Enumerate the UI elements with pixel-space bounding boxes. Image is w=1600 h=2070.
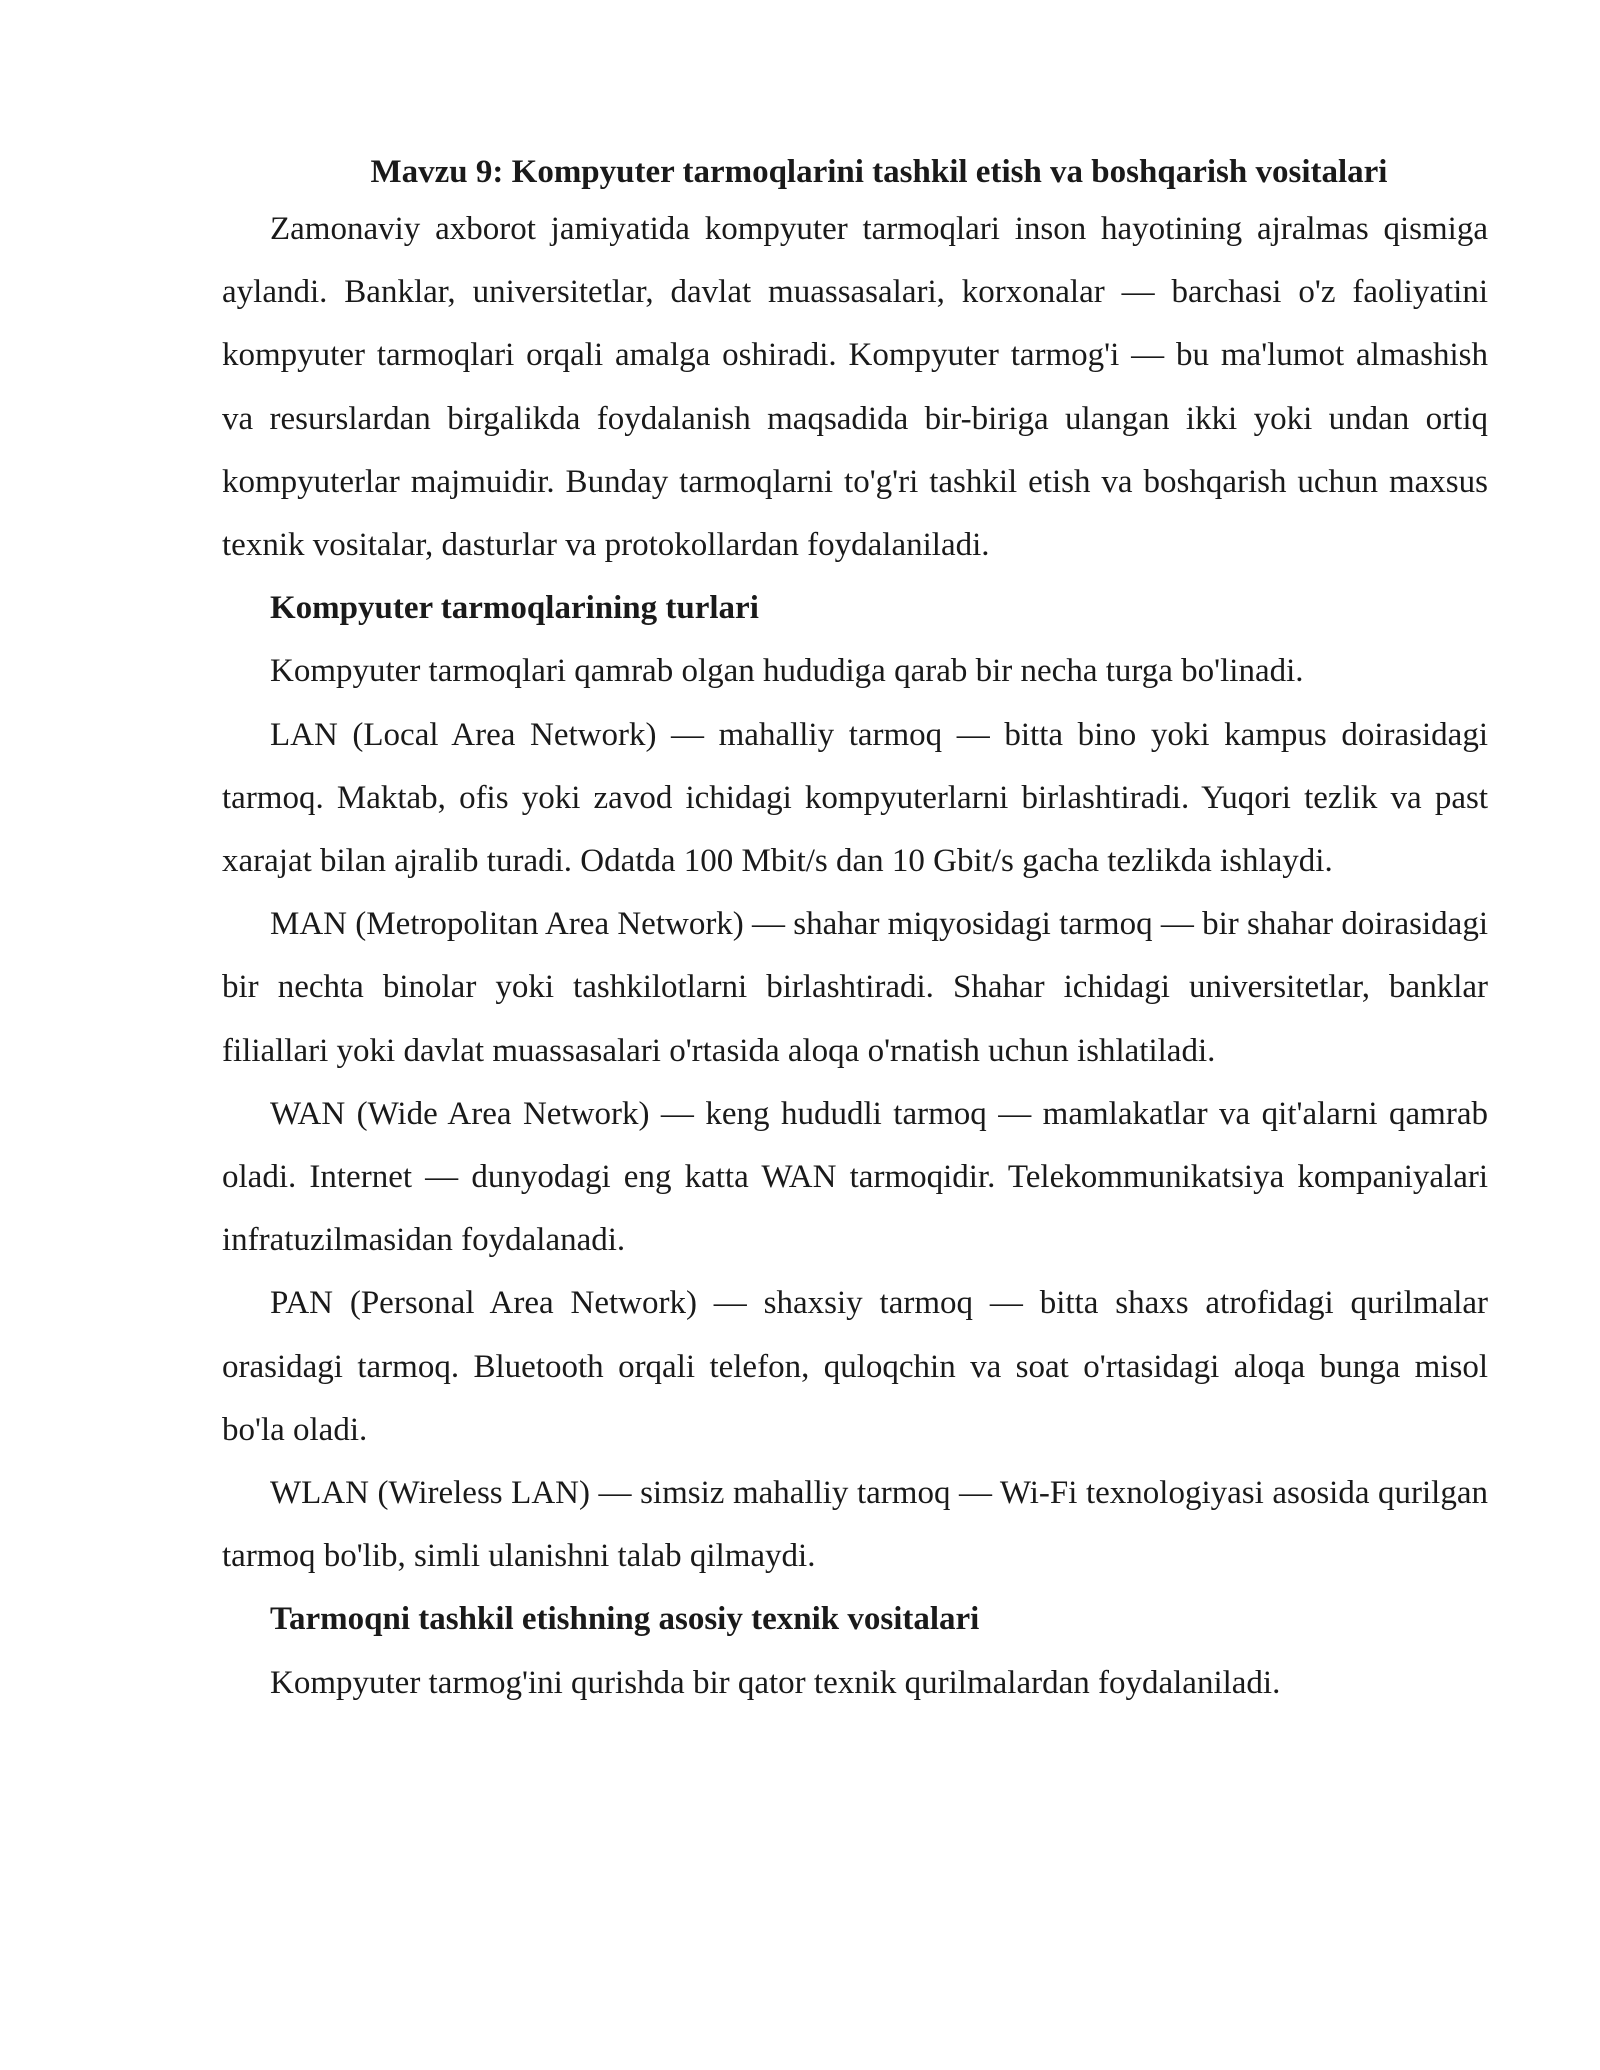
intro-paragraph: Zamonaviy axborot jamiyatida kompyuter tarmoqlari inson hayotining ajralmas qismiga aylandi. Banklar, universitetlar, davlat muassasalari, korxonalar — barchasi o'z faoliyatini kompyuter tarmoqlari orqali amalga oshiradi. Kompyuter tarmog'i — bu ma'lumot almashish va resurslardan birgalikda foydalanish maqsadida bir-biriga ulangan ikki yoki undan ortiq kompyuterlar majmuidir. Bunday tarmoqlarni to'g'ri tashkil etish va boshqarish uchun maxsus texnik vositalar, dasturlar va protokollardan foydalaniladi. — [222, 211, 1488, 564]
section-heading-network-types: Kompyuter tarmoqlarining turlari — [270, 590, 759, 627]
paragraph-wan: WAN (Wide Area Network) — keng hududli tarmoq — mamlakatlar va qit'alarni qamrab oladi. Internet — dunyodagi eng katta WAN tarmoqidir. Telekommunikatsiya kompaniyalari infratuzilmasidan foydalanadi. — [222, 1095, 1488, 1259]
section-intro-network-types: Kompyuter tarmoqlari qamrab olgan hududiga qarab bir necha turga bo'linadi. — [270, 653, 1304, 690]
paragraph-man: MAN (Metropolitan Area Network) — shahar miqyosidagi tarmoq — bir shahar doirasidagi bir nechta binolar yoki tashkilotlarni birlashtiradi. Shahar ichidagi universitetlar, banklar filiallari yoki davlat muassasalari o'rtasida aloqa o'rnatish uchun ishlatiladi. — [222, 906, 1488, 1069]
section-intro-technical-tools: Kompyuter tarmog'ini qurishda bir qator texnik qurilmalardan foydalaniladi. — [270, 1664, 1281, 1701]
paragraph-pan: PAN (Personal Area Network) — shaxsiy tarmoq — bitta shaxs atrofidagi qurilmalar orasidagi tarmoq. Bluetooth orqali telefon, quloqchin va soat o'rtasidagi aloqa bunga misol bo'la oladi. — [222, 1285, 1488, 1448]
paragraph-wlan: WLAN (Wireless LAN) — simsiz mahalliy tarmoq — Wi-Fi texnologiyasi asosida qurilgan tarmoq bo'lib, simli ulanishni talab qilmaydi. — [222, 1475, 1488, 1575]
document-title: Mavzu 9: Kompyuter tarmoqlarini tashkil etish va boshqarish vositalari — [370, 154, 1388, 190]
document-page — [222, 146, 1488, 1715]
paragraph-lan: LAN (Local Area Network) — mahalliy tarmoq — bitta bino yoki kampus doirasidagi tarmoq. Maktab, ofis yoki zavod ichidagi kompyuterlarni birlashtiradi. Yuqori tezlik va past xarajat bilan ajralib turadi. Odatda 100 Mbit/s dan 10 Gbit/s gacha tezlikda ishlaydi. — [222, 716, 1488, 880]
section-heading-technical-tools: Tarmoqni tashkil etishning asosiy texnik vositalari — [270, 1601, 980, 1638]
